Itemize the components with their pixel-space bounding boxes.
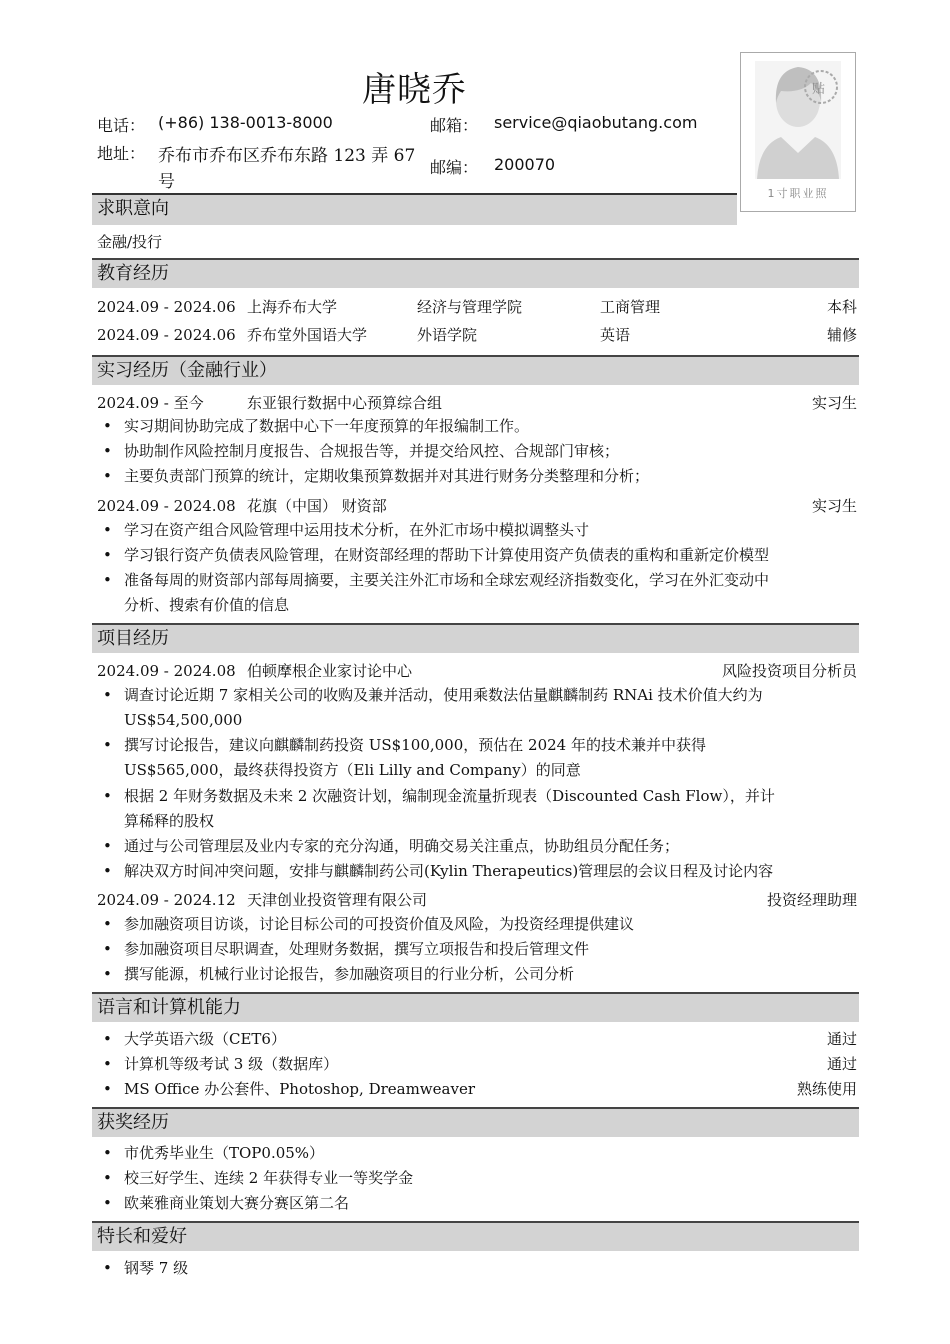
award-text: 欧莱雅商业策划大赛分赛区第二名 <box>124 1194 350 1212</box>
bullet-icon: • <box>103 965 112 983</box>
intent-value: 金融/投行 <box>97 233 163 251</box>
bullet-text: 算稀释的股权 <box>124 812 215 830</box>
section-skills-title: 语言和计算机能力 <box>92 992 859 1022</box>
edu-school: 上海乔布大学 <box>247 298 338 316</box>
bullet-icon: • <box>103 736 112 754</box>
bullet-icon: • <box>103 915 112 933</box>
job-header-row <box>97 495 857 517</box>
job-org: 天津创业投资管理有限公司 <box>247 891 428 909</box>
email-value: service@qiaobutang.com <box>494 113 698 132</box>
job-date: 2024.09 - 2024.08 <box>97 497 236 515</box>
section-awards-title: 获奖经历 <box>92 1107 859 1137</box>
bullet-icon: • <box>103 862 112 880</box>
skill-name: MS Office 办公套件、Photoshop, Dreamweaver <box>124 1080 475 1098</box>
section-projects-title: 项目经历 <box>92 623 859 653</box>
bullet-text: 实习期间协助完成了数据中心下一年度预算的年报编制工作。 <box>124 417 530 435</box>
bullet-text: 参加融资项目尽职调查，处理财务数据，撰写立项报告和投后管理文件 <box>124 940 590 958</box>
phone-value: (+86) 138-0013-8000 <box>158 113 333 132</box>
photo-caption: 1寸职业照 <box>767 187 829 200</box>
job-date: 2024.09 - 2024.12 <box>97 891 236 909</box>
bullet-text: 协助制作风险控制月度报告、合规报告等，并提交给风控、合规部门审核； <box>124 442 620 460</box>
bullet-text: 调查讨论近期 7 家相关公司的收购及兼并活动，使用乘数法估量麒麟制药 RNAi 技术价值大约为 <box>124 686 763 704</box>
bullet-text: 撰写讨论报告，建议向麒麟制药投资 US$100,000，预估在 2024 年的技术兼并中获得 <box>124 736 706 754</box>
job-role: 实习生 <box>811 497 857 515</box>
job-date: 2024.09 - 至今 <box>97 394 204 412</box>
bullet-icon: • <box>103 1194 112 1212</box>
email-label: 邮箱： <box>430 116 479 135</box>
bullet-icon: • <box>103 940 112 958</box>
skill-name: 大学英语六级（CET6） <box>124 1030 286 1048</box>
zip-row <box>430 155 556 178</box>
hobby-text: 钢琴 7 级 <box>124 1259 189 1277</box>
address-line1: 乔布市乔布区乔布东路 123 弄 67 <box>158 146 416 166</box>
section-internship-title: 实习经历（金融行业） <box>92 355 859 385</box>
address-row <box>97 141 416 192</box>
edu-college: 外语学院 <box>417 326 478 344</box>
job-role: 风险投资项目分析员 <box>721 662 857 680</box>
bullet-text: US$54,500,000 <box>124 711 243 729</box>
intent-value-row <box>97 231 857 253</box>
bullet-text: 撰写能源，机械行业讨论报告，参加融资项目的行业分析，公司分析 <box>124 965 575 983</box>
phone-row <box>97 113 333 136</box>
job-role: 投资经理助理 <box>766 891 857 909</box>
bullet-text: 根据 2 年财务数据及未来 2 次融资计划，编制现金流量折现表（Discounted Cash Flow），并计 <box>124 787 775 805</box>
photo-stamp: 贴 <box>812 82 826 97</box>
section-education-title: 教育经历 <box>92 258 859 288</box>
phone-label: 电话： <box>97 116 146 135</box>
bullet-icon: • <box>103 546 112 564</box>
job-date: 2024.09 - 2024.08 <box>97 662 236 680</box>
candidate-name: 唐晓乔 <box>362 70 467 110</box>
zip-label: 邮编： <box>430 158 479 177</box>
job-role: 实习生 <box>811 394 857 412</box>
address-label: 地址： <box>97 144 146 163</box>
skill-name: 计算机等级考试 3 级（数据库） <box>124 1055 339 1073</box>
bullet-icon: • <box>103 1080 112 1098</box>
bullet-icon: • <box>103 1055 112 1073</box>
section-intent-title: 求职意向 <box>92 195 737 225</box>
edu-major: 工商管理 <box>600 298 661 316</box>
bullet-text: 参加融资项目访谈，讨论目标公司的可投资价值及风险，为投资经理提供建议 <box>124 915 635 933</box>
bullet-text: US$565,000，最终获得投资方（Eli Lilly and Company）的同意 <box>124 761 581 779</box>
bullet-icon: • <box>103 571 112 589</box>
zip-value: 200070 <box>494 155 556 174</box>
edu-college: 经济与管理学院 <box>417 298 523 316</box>
job-header-row <box>97 660 857 682</box>
bullet-icon: • <box>103 1259 112 1277</box>
photo-placeholder[interactable] <box>740 52 856 212</box>
bullet-icon: • <box>103 686 112 704</box>
bullet-text: 准备每周的财资部内部每周摘要，主要关注外汇市场和全球宏观经济指数变化，学习在外汇变动中 <box>124 571 770 589</box>
bullet-text: 通过与公司管理层及业内专家的充分沟通，明确交易关注重点，协助组员分配任务； <box>124 837 680 855</box>
award-text: 市优秀毕业生（TOP0.05%） <box>124 1144 325 1162</box>
bullet-text: 分析、搜索有价值的信息 <box>124 596 290 614</box>
job-org: 花旗（中国） 财资部 <box>247 497 387 515</box>
bullet-icon: • <box>103 1144 112 1162</box>
edu-school: 乔布堂外国语大学 <box>247 326 368 344</box>
skill-level: 通过 <box>826 1030 857 1048</box>
edu-degree: 辅修 <box>826 326 857 344</box>
edu-major: 英语 <box>600 326 631 344</box>
bullet-text: 学习在资产组合风险管理中运用技术分析，在外汇市场中模拟调整头寸 <box>124 521 590 539</box>
job-org: 伯顿摩根企业家讨论中心 <box>247 662 413 680</box>
award-text: 校三好学生、连续 2 年获得专业一等奖学金 <box>124 1169 414 1187</box>
bullet-icon: • <box>103 1169 112 1187</box>
bullet-icon: • <box>103 1030 112 1048</box>
bullet-icon: • <box>103 417 112 435</box>
bullet-icon: • <box>103 467 112 485</box>
edu-degree: 本科 <box>826 298 857 316</box>
bullet-icon: • <box>103 442 112 460</box>
job-org: 东亚银行数据中心预算综合组 <box>247 394 443 412</box>
address-line2: 号 <box>158 172 175 192</box>
education-row <box>97 324 857 346</box>
bullet-icon: • <box>103 521 112 539</box>
email-row <box>430 113 698 136</box>
job-header-row <box>97 889 857 911</box>
bullet-text: 主要负责部门预算的统计，定期收集预算数据并对其进行财务分类整理和分析； <box>124 467 650 485</box>
bullet-icon: • <box>103 787 112 805</box>
job-header-row <box>97 392 857 414</box>
bullet-icon: • <box>103 837 112 855</box>
skill-level: 通过 <box>826 1055 857 1073</box>
education-row <box>97 296 857 318</box>
bullet-text: 学习银行资产负债表风险管理，在财资部经理的帮助下计算使用资产负债表的重构和重新定价模型 <box>124 546 770 564</box>
edu-date: 2024.09 - 2024.06 <box>97 326 236 344</box>
edu-date: 2024.09 - 2024.06 <box>97 298 236 316</box>
bullet-text: 解决双方时间冲突问题，安排与麒麟制药公司(Kylin Therapeutics)管理层的会议日程及讨论内容 <box>124 862 774 880</box>
section-hobbies-title: 特长和爱好 <box>92 1221 859 1251</box>
skill-level: 熟练使用 <box>796 1080 857 1098</box>
